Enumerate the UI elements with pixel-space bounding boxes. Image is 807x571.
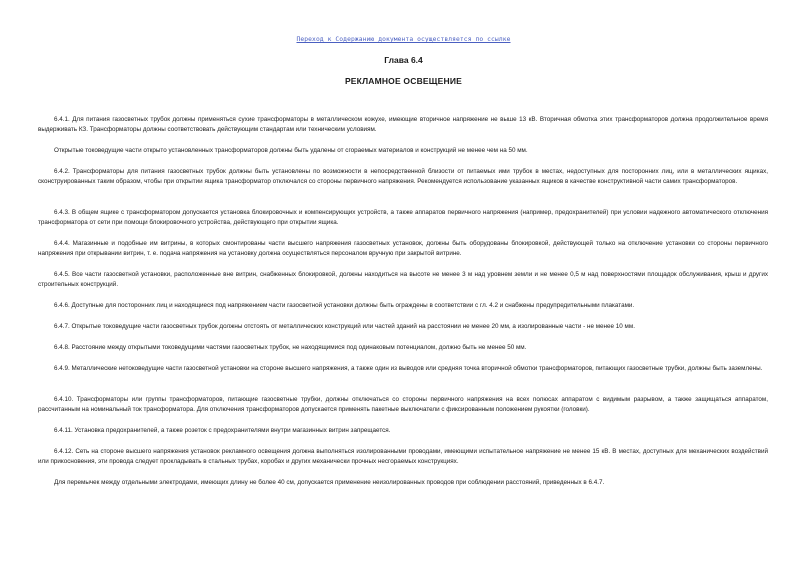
paragraph-6-4-9: 6.4.9. Металлические нетоковедущие части газосветной установки на стороне высшего напряжения, а также один из выводов или средняя точка вторичной обмотки трансформаторов, питающих газосветные трубки, должны быть заземлены. xyxy=(54,365,763,372)
paragraph-6-4-1-cont: Открытые токоведущие части открыто установленных трансформаторов должны быть удалены от сгораемых материалов и конструкций не менее чем на 50 мм. xyxy=(54,147,528,154)
paragraph-6-4-4: 6.4.4. Магазинные и подобные им витрины, в которых смонтированы части высшего напряжения газосветных установок, должны быть оборудованы блокировкой, действующей только на отключение установки со стороны первичного напряжения при открывании витрин, т. е. подача напряжения на установку должна осуществляться персоналом вручную при закрытой витрине. xyxy=(38,240,768,258)
paragraph-6-4-2: 6.4.2. Трансформаторы для питания газосветных трубок должны быть установлены по возможности в непосредственной близости от питаемых ими трубок в местах, недоступных для посторонних лиц, или в металлических ящиках, сконструированных таким образом, чтобы при открытии ящика трансформатор отключался со стороны первичного напряжения. Рекомендуется использование указанных ящиков в качестве конструктивной части самих трансформаторов. xyxy=(38,168,768,186)
paragraph-6-4-3: 6.4.3. В общем ящике с трансформатором допускается установка блокировочных и компенсирующих устройств, а также аппаратов первичного напряжения (например, предохранителей) при условии надежного автоматического отключения трансформатора от сети при помощи блокировочного устройства, действующего при открытии ящика. xyxy=(38,209,768,227)
chapter-heading: Глава 6.4 xyxy=(384,55,423,65)
paragraph-6-4-5: 6.4.5. Все части газосветной установки, расположенные вне витрин, снабженных блокировкой, должны находиться на высоте не менее 3 м над уровнем земли и не менее 0,5 м над поверхностями площадок обслуживания, крыш и других строительных конструкций. xyxy=(38,271,768,289)
paragraph-6-4-10: 6.4.10. Трансформаторы или группы трансформаторов, питающие газосветные трубки, должны отключаться со стороны первичного напряжения на всех полюсах аппаратом с видимым разрывом, а также защищаться аппаратом, рассчитанным на номинальный ток трансформатора. Для отключения трансформаторов допускается применять пакетные выключатели с фиксированным положением рукоятки (головки). xyxy=(38,396,768,414)
paragraph-6-4-7: 6.4.7. Открытые токоведущие части газосветных трубок должны отстоять от металлических конструкций или частей зданий на расстоянии не менее 20 мм, а изолированные части - не менее 10 мм. xyxy=(54,323,635,330)
toc-link[interactable]: Переход к Содержанию документа осуществляется по ссылке xyxy=(296,36,511,43)
paragraph-6-4-6: 6.4.6. Доступные для посторонних лиц и находящиеся под напряжением части газосветной установки должны быть ограждены в соответствии с гл. 4.2 и снабжены предупредительными плакатами. xyxy=(54,302,635,309)
paragraph-6-4-1: 6.4.1. Для питания газосветных трубок должны применяться сухие трансформаторы в металлическом кожухе, имеющие вторичное напряжение не выше 13 кВ. Вторичная обмотка этих трансформаторов должна продолжительное время выдерживать КЗ. Трансформаторы должны соответствовать действующим стандартам или техническим условиям. xyxy=(38,116,768,134)
paragraph-6-4-12-cont: Для перемычек между отдельными электродами, имеющих длину не более 40 см, допускается применение неизолированных проводов при соблюдении расстояний, приведенных в 6.4.7. xyxy=(54,479,605,486)
section-title: РЕКЛАМНОЕ ОСВЕЩЕНИЕ xyxy=(344,76,463,86)
paragraph-6-4-11: 6.4.11. Установка предохранителей, а также розеток с предохранителями внутри магазинных витрин запрещается. xyxy=(54,427,391,434)
paragraph-6-4-8: 6.4.8. Расстояние между открытыми токоведущими частями газосветных трубок, не находящимися под одинаковым потенциалом, должно быть не менее 50 мм. xyxy=(54,344,527,351)
paragraph-6-4-12: 6.4.12. Сеть на стороне высшего напряжения установок рекламного освещения должна выполняться изолированными проводами, имеющими испытательное напряжение не менее 15 кВ. В местах, доступных для механических воздействий или прикосновения, эти провода следует прокладывать в стальных трубах, коробах и других механически прочных несгораемых конструкциях. xyxy=(38,448,768,466)
